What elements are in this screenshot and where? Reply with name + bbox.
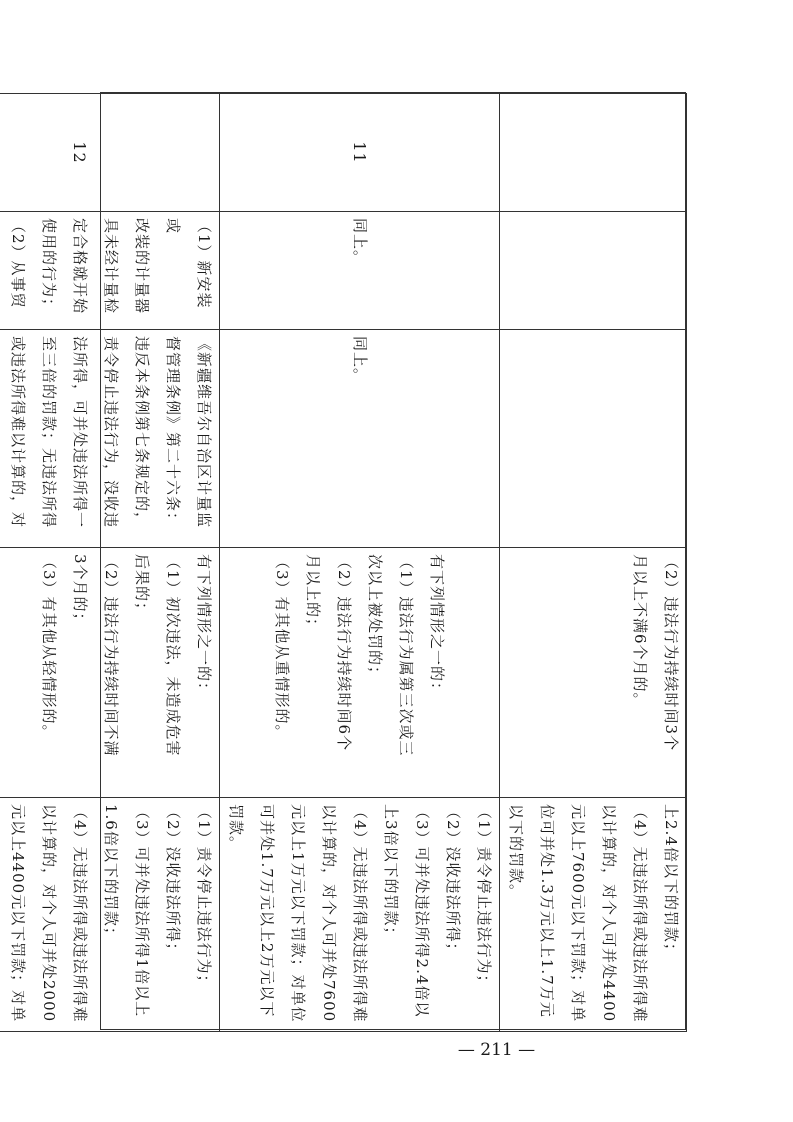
text-line: 后果的； <box>133 554 151 619</box>
text-line: 至三倍的罚款；无违法所得 <box>40 336 58 529</box>
text-line: （4）无违法所得或违法所得难 <box>351 804 369 1023</box>
text-line: （4）无违法所得或违法所得难 <box>71 804 89 1023</box>
text-line: 元以上7600元以下罚款；对单 <box>569 804 587 1023</box>
text-line: （2）没收违法所得； <box>164 804 182 959</box>
text-line: 位可并处1.3万元以上1.7万元 <box>538 804 556 1018</box>
text-line: （1）违法行为属第三次或三 <box>397 554 416 757</box>
text-line: 元以上4400元以下罚款；对单 <box>9 804 27 1023</box>
text-line: （2）违法行为持续时间3个 <box>662 554 680 752</box>
text-line: 上3倍以下的罚款； <box>382 804 400 943</box>
cell-no-continuation <box>500 94 687 212</box>
text-line: 有下列情形之一的： <box>195 554 213 699</box>
cell-no-11: 11 <box>220 94 500 212</box>
cell-circumstance-12 <box>0 548 220 798</box>
text-line: 定合格就开始 <box>71 218 89 315</box>
discretion-standard-table <box>0 93 687 1032</box>
cell-act-continuation <box>500 212 687 330</box>
text-line: 罚款。 <box>227 804 245 853</box>
table-row-12 <box>0 94 220 1032</box>
text-line: （3）有其他从轻情形的。 <box>40 554 58 741</box>
text-line: 可并处1.7万元以上2万元以下 <box>258 804 276 1018</box>
cell-circumstance-11 <box>220 548 500 798</box>
text-line: 次以上被处罚的； <box>366 554 385 683</box>
cell-basis-12 <box>0 330 220 548</box>
table-row-continuation <box>500 94 687 1032</box>
cell-basis-11: 同上。 <box>220 330 500 548</box>
text-line: 元以上1万元以下罚款；对单位 <box>289 804 307 1023</box>
text-line: 1.6倍以下的罚款； <box>102 804 120 943</box>
text-line: 以计算的，对个人可并处7600 <box>320 804 338 1023</box>
text-line: 改装的计量器 <box>133 218 151 315</box>
text-line: 月以上不满6个月的。 <box>631 554 649 709</box>
text-line: （1）责令停止违法行为； <box>475 804 493 991</box>
text-line: 督管理条例》第二十六条： <box>164 336 182 529</box>
text-line: 以计算的，对个人可并处2000 <box>40 804 58 1023</box>
cell-act-12 <box>0 212 220 330</box>
text-line: （1）新安装或 <box>164 218 213 309</box>
penalty-table <box>9 92 686 1030</box>
text-line: 或违法所得难以计算的，对 <box>9 336 27 529</box>
table-row-11 <box>220 94 500 1032</box>
cell-penalty-12 <box>0 798 220 1032</box>
cell-penalty-11 <box>220 798 500 1032</box>
text-line: （2）没收违法所得； <box>444 804 462 959</box>
text-line: 以下的罚款。 <box>507 804 525 901</box>
rotated-table-content <box>9 93 687 1031</box>
text-line: 月以上的； <box>304 554 323 635</box>
cell-penalty-continuation <box>500 798 687 1032</box>
text-line: 上2.4倍以下的罚款； <box>662 804 680 959</box>
text-line: 法所得，可并处违法所得一 <box>71 336 89 529</box>
text-line: 3个月的； <box>71 554 89 629</box>
text-line: （3）可并处违法所得1倍以上 <box>133 804 151 1018</box>
text-line: 《新疆维吾尔自治区计量监 <box>195 336 213 529</box>
text-line: 有下列情形之一的： <box>428 554 447 699</box>
cell-circumstance-continuation <box>500 548 687 798</box>
text-line: （2）违法行为持续时间6个 <box>335 554 354 752</box>
cell-no-12: 12 <box>0 94 220 212</box>
page-number: — 211 — <box>457 1040 536 1060</box>
text-line: （1）初次违法，未造成危害 <box>164 554 182 757</box>
cell-basis-continuation <box>500 330 687 548</box>
text-line: （4）无违法所得或违法所得难 <box>631 804 649 1023</box>
text-line: （2）违法行为持续时间不满 <box>102 554 120 757</box>
text-line: 违反本条例第七条规定的， <box>133 336 151 529</box>
text-line: （1）责令停止违法行为； <box>195 804 213 991</box>
text-line: 责令停止违法行为，没收违 <box>102 336 120 529</box>
cell-act-11: 同上。 <box>220 212 500 330</box>
text-line: （2）从事贸 <box>9 218 27 309</box>
text-line: （3）可并处违法所得2.4倍以 <box>413 804 431 1018</box>
text-line: 使用的行为； <box>40 218 58 315</box>
text-line: 以计算的，对个人可并处4400 <box>600 804 618 1023</box>
text-line: （3）有其他从重情形的。 <box>273 554 292 741</box>
text-line: 具未经计量检 <box>102 218 120 315</box>
